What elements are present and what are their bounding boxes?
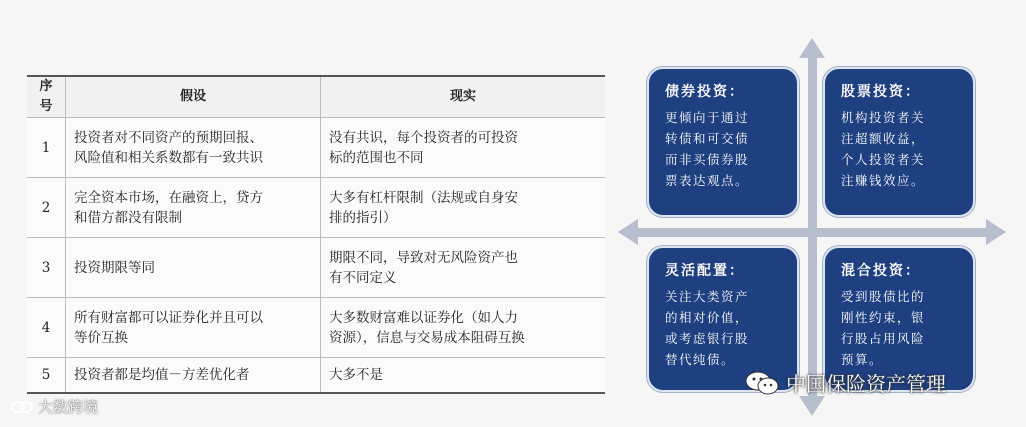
table-header-row: [27, 76, 605, 118]
reality-cell: [321, 178, 606, 238]
quadrant-title: 灵活配置：: [665, 263, 745, 279]
assumption-line: 等价互换: [74, 329, 128, 346]
quadrant-line: 个人投资者关: [841, 152, 926, 167]
assumption-line: 完全资本市场，在融资上，贷方: [74, 189, 263, 206]
header-reality: 现实: [321, 76, 606, 118]
reality-line: 大多不是: [329, 367, 383, 383]
watermark-right: [744, 368, 946, 397]
link-icon: [10, 398, 34, 416]
table-row: [27, 118, 605, 178]
quadrant-line: 预算。: [841, 352, 884, 367]
reality-line: 有不同定义: [329, 269, 397, 286]
reality-cell: [321, 238, 606, 298]
quadrant-line: 更倾向于通过: [665, 110, 750, 125]
assumption-cell: [66, 178, 321, 238]
quadrant-line: 的相对价值，: [665, 310, 750, 325]
table-row: [27, 358, 605, 394]
quadrant-body: [841, 107, 961, 191]
assumption-line: 投资期限等同: [74, 259, 155, 276]
quadrant-stock-investment: [823, 67, 975, 217]
row-number: 1: [27, 118, 66, 178]
row-number: 4: [27, 298, 66, 358]
quadrant-line: 转债和可交债: [665, 131, 750, 146]
assumption-line: 和借方都没有限制: [74, 209, 182, 226]
watermark-right-text: 中国保险资产管理: [786, 372, 946, 396]
quadrant-line: 受到股债比的: [841, 289, 926, 304]
reality-cell: [321, 298, 606, 358]
table-row: [27, 238, 605, 298]
quadrant-body: [665, 286, 785, 370]
assumption-reality-table: [27, 75, 605, 394]
quadrant-body: [665, 107, 785, 191]
table-row: [27, 178, 605, 238]
arrow-left-icon: [618, 219, 638, 245]
quadrant-line: 注赚钱效应。: [841, 173, 926, 188]
quadrant-line: 票表达观点。: [665, 173, 750, 188]
quadrant-title: 股票投资：: [841, 84, 921, 100]
header-assumption: 假设: [66, 76, 321, 118]
reality-line: 排的指引）: [329, 209, 397, 226]
row-number: 3: [27, 238, 66, 298]
reality-line: 期限不同，导致对无风险资产也: [329, 249, 518, 266]
assumption-cell: [66, 358, 321, 394]
arrow-down-icon: [799, 396, 825, 416]
horizontal-axis: [630, 228, 994, 237]
watermark-left: [10, 396, 98, 417]
quadrant-title: 混合投资：: [841, 263, 921, 279]
quadrant-line: 或考虑银行股: [665, 331, 750, 346]
quadrant-line: 而非买债券股: [665, 152, 750, 167]
quadrant-line: 刚性约束，银: [841, 310, 926, 325]
reality-cell: [321, 358, 606, 394]
assumption-cell: [66, 238, 321, 298]
quadrant-line: 替代纯债。: [665, 352, 736, 367]
row-number: 5: [41, 367, 51, 383]
table-row: [27, 298, 605, 358]
quadrant-title: 债券投资：: [665, 84, 745, 100]
wechat-icon: [744, 370, 780, 396]
assumption-line: 所有财富都可以证券化并且可以: [74, 309, 263, 326]
arrow-right-icon: [986, 219, 1006, 245]
header-index: 序号: [27, 76, 66, 118]
reality-line: 资源），信息与交易成本阻碍互换: [329, 329, 525, 346]
reality-line: 大多有杠杆限制（法规或自身安: [329, 189, 518, 206]
reality-cell: [321, 118, 606, 178]
assumption-line: 投资者对不同资产的预期回报、: [74, 129, 263, 146]
quadrant-bond-investment: [647, 67, 799, 217]
quadrant-line: 行股占用风险: [841, 331, 926, 346]
assumption-cell: [66, 118, 321, 178]
reality-line: 标的范围也不同: [329, 149, 424, 166]
watermark-left-text: 大数跨境: [38, 398, 99, 416]
vertical-axis: [808, 54, 817, 400]
assumption-line: 风险值和相关系数都有一致共识: [74, 149, 263, 166]
quadrant-line: 机构投资者关: [841, 110, 926, 125]
assumption-line: 投资者都是均值－方差优化者: [74, 367, 250, 383]
reality-line: 没有共识，每个投资者的可投资: [329, 129, 518, 146]
assumption-cell: [66, 298, 321, 358]
reality-line: 大多数财富难以证券化（如人力: [329, 309, 518, 326]
quadrant-body: [841, 286, 961, 370]
row-number: 2: [27, 178, 66, 238]
quadrant-line: 注超额收益，: [841, 131, 926, 146]
arrow-up-icon: [799, 38, 825, 58]
quadrant-line: 关注大类资产: [665, 289, 750, 304]
